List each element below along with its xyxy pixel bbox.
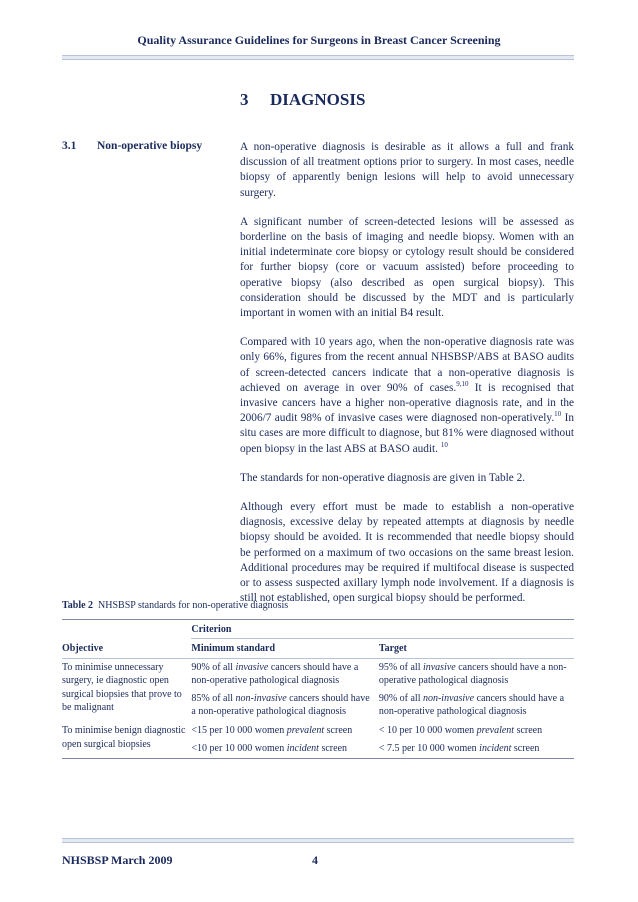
paragraph-3-text-b: It is recognised that invasive cancers have a higher non-operative diagnosis rate, and in the 2006/7 audit 98% of invasive cases were diagnosed non-operatively. xyxy=(240,381,574,425)
page-number: 4 xyxy=(312,853,318,867)
min-standard-2: 85% of all non-invasive cancers should have a non-operative pathological diagnosis xyxy=(191,692,370,718)
table-header-row xyxy=(62,620,574,639)
paragraph-3 xyxy=(240,335,574,457)
citation-ref: 10 xyxy=(440,440,448,449)
paragraph-4: The standards for non-operative diagnosis are given in Table 2. xyxy=(240,471,526,484)
chapter-number: 3 xyxy=(240,90,249,109)
paragraph-1: A non-operative diagnosis is desirable as it allows a full and frank discussion of all treatment options prior to surgery. In most cases, needle biopsy of apparently benign lesions will help to avoid unnecessary surgery. xyxy=(240,141,574,199)
footer-rule xyxy=(62,838,574,843)
header-rule xyxy=(62,55,574,60)
paragraph-3-text-a: Compared with 10 years ago, when the non-operative diagnosis rate was only 66%, figures from the recent annual NHSBSP/ABS at BASO audits of screen-detected cancers indicate that a non-operative diagnosis is achieved on average in over 90% of cases. xyxy=(240,336,574,394)
table-caption-label: Table 2 xyxy=(62,600,94,611)
target-2: 90% of all non-invasive cancers should have a non-operative pathological diagnosis xyxy=(378,692,565,718)
section-title: Non-operative biopsy xyxy=(97,140,203,152)
row-target xyxy=(379,658,574,718)
paragraph-3-text-c: In situ cases are more difficult to diagnose, but 81% were diagnosed without open biopsy in the last ABS at BASO audit. xyxy=(240,412,574,455)
section-number: 3.1 xyxy=(62,140,77,152)
col-header-objective: Objective xyxy=(62,642,104,654)
row-minimum xyxy=(191,718,378,758)
min-standard-1: <15 per 10 000 women prevalent screen xyxy=(191,725,353,737)
target-2: < 7.5 per 10 000 women incident screen xyxy=(378,742,540,754)
standards-table xyxy=(62,619,574,759)
table-row xyxy=(62,718,574,758)
citation-ref: 9,10 xyxy=(456,380,469,389)
row-objective: To minimise unnecessary surgery, ie diagnostic open surgical biopsies that prove to be malignant xyxy=(62,658,191,718)
table-column-headers xyxy=(62,639,574,658)
table-row xyxy=(62,658,574,718)
col-header-minimum: Minimum standard xyxy=(191,639,378,658)
col-header-target: Target xyxy=(379,639,574,658)
citation-ref: 10 xyxy=(554,410,562,419)
table-caption-text: NHSBSP standards for non-operative diagnosis xyxy=(98,600,289,611)
paragraph-5: Although every effort must be made to establish a non-operative diagnosis, excessive delay by repeated attempts at diagnosis by needle biopsy should be avoided. It is recommended that needle biopsy should be performed on a maximum of two occasions on the same breast lesion. Additional procedures may be required if multifocal disease is suspected or to assess suspected axillary lymph node involvement. If a diagnosis is still not established, open surgical biopsy should be performed. xyxy=(240,501,574,605)
min-standard-2: <10 per 10 000 women incident screen xyxy=(191,742,348,754)
row-objective: To minimise benign diagnostic open surgical biopsies xyxy=(62,718,191,758)
target-1: 95% of all invasive cancers should have a non-operative pathological diagnosis xyxy=(378,661,567,687)
row-minimum xyxy=(191,658,378,718)
min-standard-1: 90% of all invasive cancers should have a non-operative pathological diagnosis xyxy=(191,661,359,687)
chapter-title: DIAGNOSIS xyxy=(270,90,366,109)
row-target xyxy=(379,718,574,758)
running-header: Quality Assurance Guidelines for Surgeons in Breast Cancer Screening xyxy=(137,33,501,47)
paragraph-2: A significant number of screen-detected lesions will be assessed as borderline on the basis of imaging and needle biopsy. Women with an initial indeterminate core biopsy or cytology result should be considered for further biopsy (core or vacuum assisted) before proceeding to operative biopsy (also described as open surgical biopsy). This consideration should be discussed by the MDT and is particularly important in women with an initial B4 result. xyxy=(240,215,574,320)
target-1: < 10 per 10 000 women prevalent screen xyxy=(378,725,543,737)
footer-publication: NHSBSP March 2009 xyxy=(62,853,173,867)
section-body xyxy=(240,140,574,620)
criterion-header: Criterion xyxy=(191,620,574,639)
table-caption xyxy=(62,600,288,611)
chapter-heading xyxy=(240,90,365,110)
